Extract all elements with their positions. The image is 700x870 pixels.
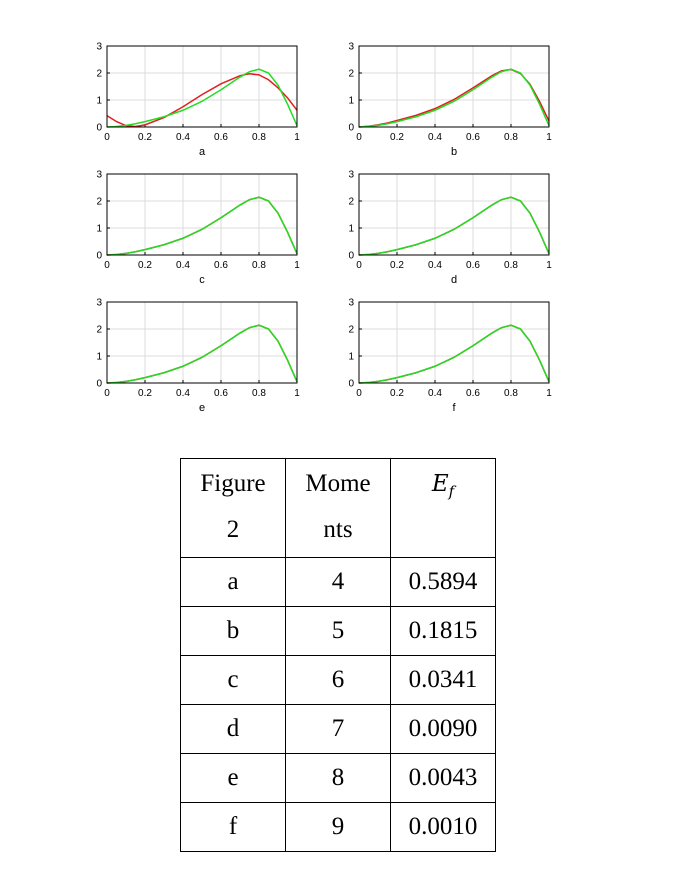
chart-panel-e [96, 298, 300, 415]
x-tick-label: 0.4 [176, 132, 190, 143]
header-error [391, 459, 496, 558]
y-tick-label: 3 [348, 41, 354, 53]
y-tick-label: 3 [348, 169, 354, 181]
x-tick-label: 0.2 [390, 260, 404, 271]
cell-error: 0.0341 [391, 656, 496, 705]
x-tick-label: 0.6 [466, 388, 480, 399]
x-tick-label: 0.2 [390, 388, 404, 399]
y-tick-label: 1 [96, 223, 102, 235]
x-tick-label: 0.8 [252, 260, 266, 271]
x-tick-label: 0.4 [428, 132, 442, 143]
y-tick-label: 2 [96, 68, 102, 80]
y-tick-label: 0 [96, 122, 102, 134]
header-error-base: E [431, 471, 449, 497]
x-tick-label: 0.6 [214, 388, 228, 399]
panel-label: f [452, 402, 456, 414]
x-tick-label: 0 [356, 132, 362, 143]
x-tick-label: 1 [546, 388, 552, 399]
panel-label: e [198, 402, 206, 414]
chart-panel-f [348, 298, 552, 415]
x-tick-label: 0.4 [428, 260, 442, 271]
x-tick-label: 0.8 [504, 388, 518, 399]
panel-label: a [198, 146, 206, 158]
cell-moments: 8 [286, 754, 391, 803]
table-row [181, 705, 496, 754]
y-tick-label: 1 [348, 351, 354, 363]
y-tick-label: 1 [348, 223, 354, 235]
table-header-row [181, 459, 496, 558]
cell-figure: e [181, 754, 286, 803]
plot-area [359, 46, 549, 127]
x-tick-label: 0 [104, 388, 110, 399]
cell-error: 0.5894 [391, 558, 496, 607]
chart-panel-c [96, 170, 300, 287]
x-tick-label: 0.2 [138, 388, 152, 399]
chart-panel-a [96, 42, 300, 159]
x-tick-label: 0 [104, 132, 110, 143]
x-tick-label: 0 [356, 388, 362, 399]
y-tick-label: 2 [348, 324, 354, 336]
x-tick-label: 0.4 [176, 260, 190, 271]
x-tick-label: 0.2 [138, 132, 152, 143]
y-tick-label: 3 [348, 297, 354, 309]
header-figure [181, 459, 286, 558]
y-tick-label: 0 [96, 250, 102, 262]
header-error-symbol [431, 471, 455, 501]
x-tick-label: 0.8 [252, 132, 266, 143]
cell-moments: 5 [286, 607, 391, 656]
table-row [181, 558, 496, 607]
y-tick-label: 0 [348, 122, 354, 134]
plot-area [107, 302, 297, 383]
x-tick-label: 0.8 [252, 388, 266, 399]
x-tick-label: 0.2 [390, 132, 404, 143]
header-moments [286, 459, 391, 558]
y-tick-label: 0 [96, 378, 102, 390]
y-tick-label: 2 [348, 196, 354, 208]
y-tick-label: 1 [96, 95, 102, 107]
cell-moments: 7 [286, 705, 391, 754]
x-tick-label: 0.4 [428, 388, 442, 399]
table-row [181, 656, 496, 705]
y-tick-label: 3 [96, 41, 102, 53]
moments-error-table [180, 458, 496, 852]
header-error-sub: f [448, 482, 455, 501]
cell-moments: 4 [286, 558, 391, 607]
x-tick-label: 0 [356, 260, 362, 271]
panel-label: b [450, 146, 458, 158]
y-tick-label: 1 [96, 351, 102, 363]
header-moments-line2: nts [323, 516, 353, 543]
plot-area [359, 302, 549, 383]
y-tick-label: 0 [348, 378, 354, 390]
x-tick-label: 0.4 [176, 388, 190, 399]
x-tick-label: 0.8 [504, 260, 518, 271]
cell-figure: d [181, 705, 286, 754]
table-row [181, 754, 496, 803]
x-tick-label: 0 [104, 260, 110, 271]
plot-area [107, 46, 297, 127]
cell-figure: f [181, 803, 286, 852]
cell-moments: 6 [286, 656, 391, 705]
cell-figure: a [181, 558, 286, 607]
header-figure-line1: Figure [200, 470, 266, 497]
cell-moments: 9 [286, 803, 391, 852]
cell-error: 0.0010 [391, 803, 496, 852]
x-tick-label: 0.6 [466, 260, 480, 271]
y-tick-label: 1 [348, 95, 354, 107]
plot-area [107, 174, 297, 255]
cell-error: 0.1815 [391, 607, 496, 656]
x-tick-label: 1 [546, 260, 552, 271]
cell-error: 0.0090 [391, 705, 496, 754]
table-row [181, 607, 496, 656]
y-tick-label: 3 [96, 169, 102, 181]
x-tick-label: 1 [546, 132, 552, 143]
header-moments-line1: Mome [305, 470, 371, 497]
header-figure-line2: 2 [226, 516, 240, 543]
cell-error: 0.0043 [391, 754, 496, 803]
x-tick-label: 0.2 [138, 260, 152, 271]
x-tick-label: 0.6 [466, 132, 480, 143]
x-tick-label: 0.8 [504, 132, 518, 143]
panel-label: c [199, 274, 205, 286]
panel-label: d [450, 274, 458, 286]
x-tick-label: 0.6 [214, 260, 228, 271]
x-tick-label: 0.6 [214, 132, 228, 143]
cell-figure: b [181, 607, 286, 656]
x-tick-label: 1 [294, 132, 300, 143]
y-tick-label: 3 [96, 297, 102, 309]
y-tick-label: 2 [348, 68, 354, 80]
plot-area [359, 174, 549, 255]
chart-panel-b [348, 42, 552, 159]
table-row [181, 803, 496, 852]
x-tick-label: 1 [294, 388, 300, 399]
y-tick-label: 2 [96, 324, 102, 336]
cell-figure: c [181, 656, 286, 705]
chart-panel-d [348, 170, 552, 287]
x-tick-label: 1 [294, 260, 300, 271]
y-tick-label: 0 [348, 250, 354, 262]
y-tick-label: 2 [96, 196, 102, 208]
